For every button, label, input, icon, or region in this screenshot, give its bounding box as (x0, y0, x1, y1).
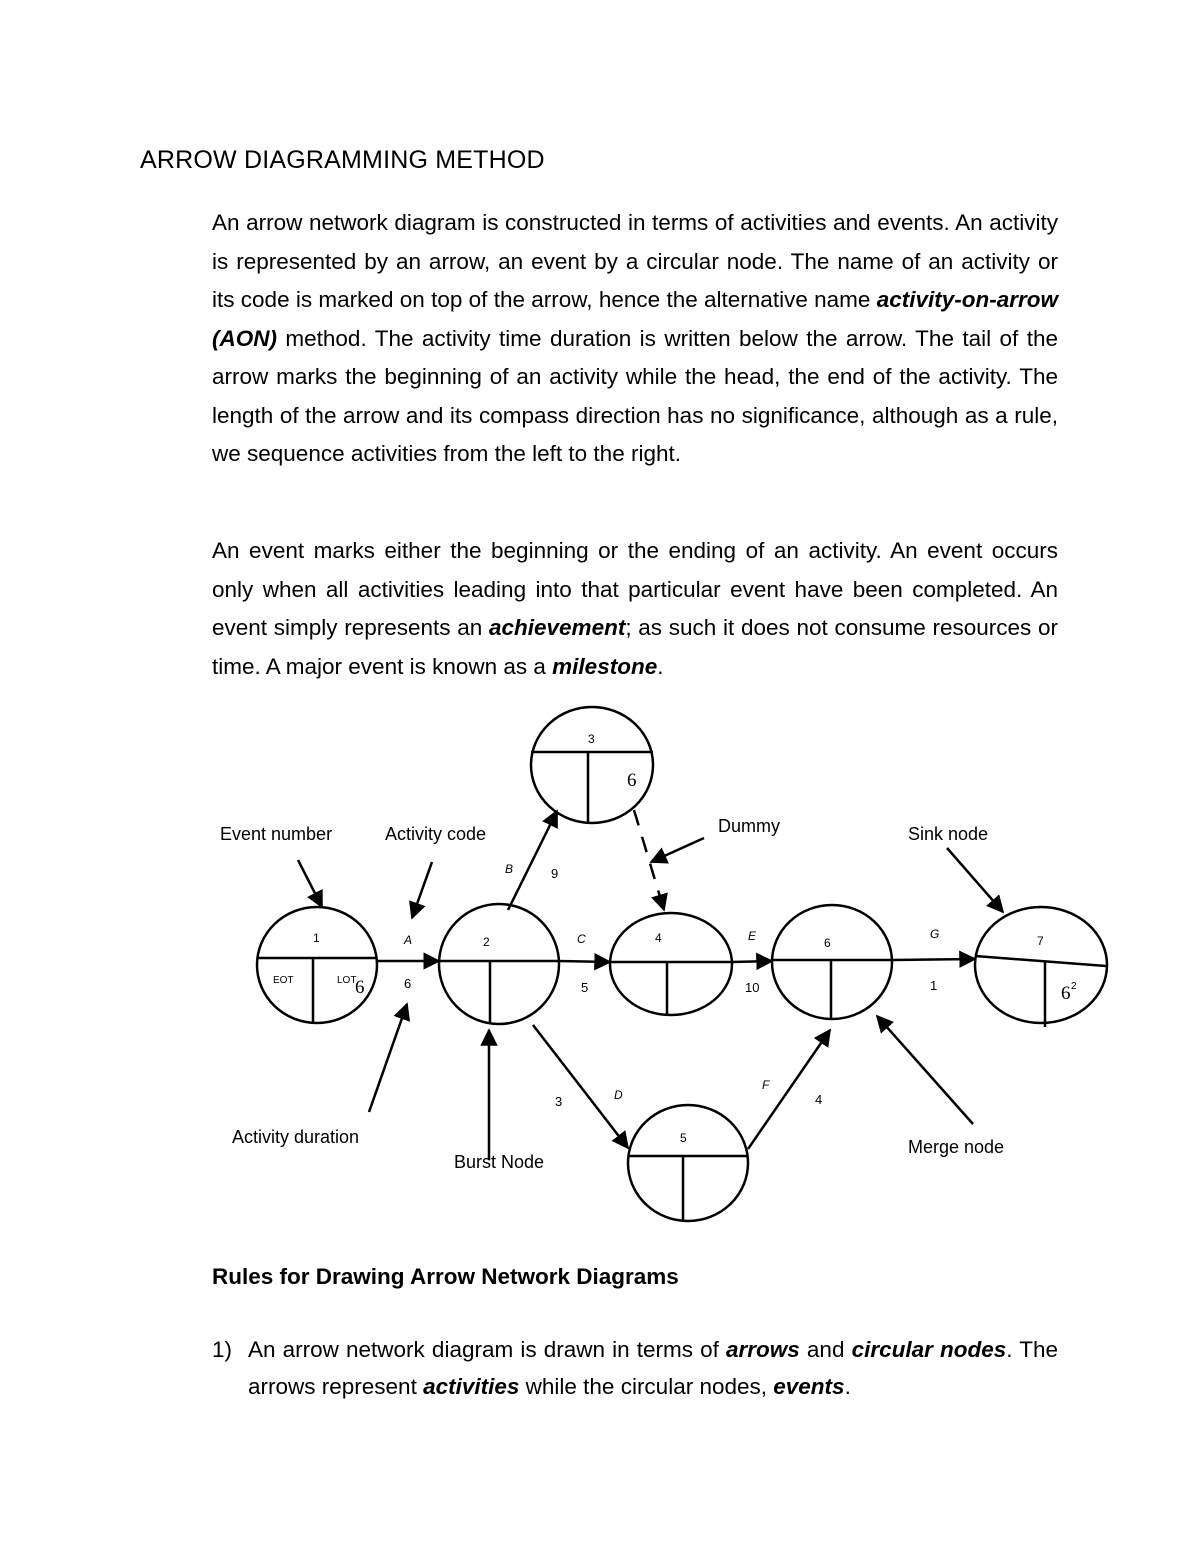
activity-code-pointer (412, 862, 432, 918)
event-node-5 (628, 1105, 748, 1221)
emphasis-term: arrows (726, 1337, 800, 1362)
activity-arrow-d (533, 1025, 628, 1148)
event-node-3 (531, 707, 653, 823)
emphasis-term: achievement (489, 615, 626, 640)
node-number-7: 7 (1037, 934, 1044, 948)
activity-code-g: G (930, 927, 940, 941)
sink-node-pointer (947, 848, 1003, 912)
emphasis-term: events (773, 1374, 845, 1399)
emphasis-term: activity-on-arrow (AON) (212, 287, 1058, 351)
activity-duration-a: 6 (404, 976, 412, 991)
node-number-1: 1 (313, 931, 320, 945)
event-node-7 (975, 907, 1107, 1027)
emphasis-term: circular nodes (851, 1337, 1007, 1362)
rule-text-part: while the circular nodes, (519, 1374, 774, 1399)
rule-text-part: and (799, 1337, 852, 1362)
activity-arrow-f (748, 1030, 830, 1149)
rule-text-part: . (844, 1374, 851, 1399)
activity-arrow-e (732, 961, 772, 962)
node-7-value: 6 (1061, 983, 1071, 1004)
node-number-6: 6 (824, 936, 831, 950)
activity-arrow-c (559, 961, 610, 962)
activity-duration-b: 9 (551, 866, 559, 881)
node-number-5: 5 (680, 1131, 687, 1145)
node-1-lot: LOT (337, 975, 357, 986)
activity-code-e: E (748, 929, 757, 943)
activity-duration-d: 3 (555, 1094, 563, 1109)
paragraph-text: . (657, 653, 664, 679)
paragraph-text: An arrow network diagram is constructed in terms of activities and events. An activity is represented by an arrow, an event by a circular node. The name of an activity or its code is marked on top of the arrow, hence the alternative name (212, 210, 1058, 312)
event-node-4 (610, 913, 732, 1015)
activity-duration-f: 4 (815, 1092, 823, 1107)
node-7-superscript: 2 (1071, 981, 1077, 992)
annotation-sink-node: Sink node (908, 824, 989, 844)
activity-code-f: F (762, 1078, 770, 1092)
activity-duration-c: 5 (581, 980, 589, 995)
activity-code-b: B (505, 862, 514, 876)
activity-duration-pointer (369, 1004, 407, 1112)
rule-item-1 (212, 1331, 1058, 1405)
activity-code-d: D (614, 1088, 623, 1102)
annotation-activity-duration: Activity duration (232, 1127, 360, 1147)
paragraph-text: ; as such it does not consume resources or time. A major event is known as a (212, 615, 1058, 679)
node-number-4: 4 (655, 931, 662, 945)
rule-text (248, 1331, 1058, 1405)
rule-text-part: An arrow network diagram is drawn in terms of (248, 1337, 726, 1362)
event-node-2 (439, 904, 559, 1024)
node-3-value: 6 (627, 770, 637, 791)
node-1-value: 6 (355, 977, 365, 998)
emphasis-term: activities (423, 1374, 520, 1399)
event-number-pointer (298, 860, 322, 907)
activity-code-a: A (404, 933, 413, 947)
annotation-burst-node: Burst Node (454, 1152, 545, 1172)
activity-arrow-b (508, 811, 557, 910)
node-number-3: 3 (588, 732, 595, 746)
rule-number: 1) (212, 1337, 233, 1362)
page-title: ARROW DIAGRAMMING METHOD (140, 146, 545, 174)
annotation-activity-code: Activity code (385, 824, 487, 844)
node-1-eot: EOT (273, 975, 294, 986)
paragraph-text: An event marks either the beginning or the ending of an activity. An event occurs only when all activities leading into that particular event have been completed. An event simply represents an (212, 538, 1058, 640)
event-node-6 (772, 905, 892, 1019)
emphasis-term: milestone (552, 653, 658, 679)
activity-arrow-g (892, 959, 975, 960)
paragraph-text: method. The activity time duration is written below the arrow. The tail of the arrow marks the beginning of an activity while the head, the end of the activity. The length of the arrow and its compass direction has no significance, although as a rule, we sequence activities from the left to the right. (212, 325, 1058, 466)
activity-duration-g: 1 (930, 978, 938, 993)
activity-code-c: C (577, 932, 586, 946)
dummy-pointer (651, 838, 704, 862)
activity-duration-e: 10 (745, 980, 760, 995)
event-node-1 (257, 907, 377, 1023)
annotation-merge-node: Merge node (908, 1137, 1005, 1157)
annotation-event-number: Event number (220, 824, 333, 844)
merge-node-pointer (877, 1016, 973, 1124)
rule-text-part: . The arrows represent (248, 1337, 1059, 1399)
section-heading: Rules for Drawing Arrow Network Diagrams (212, 1264, 679, 1289)
node-number-2: 2 (483, 935, 490, 949)
annotation-dummy: Dummy (718, 816, 780, 836)
dummy-activity-arrow (634, 810, 664, 910)
